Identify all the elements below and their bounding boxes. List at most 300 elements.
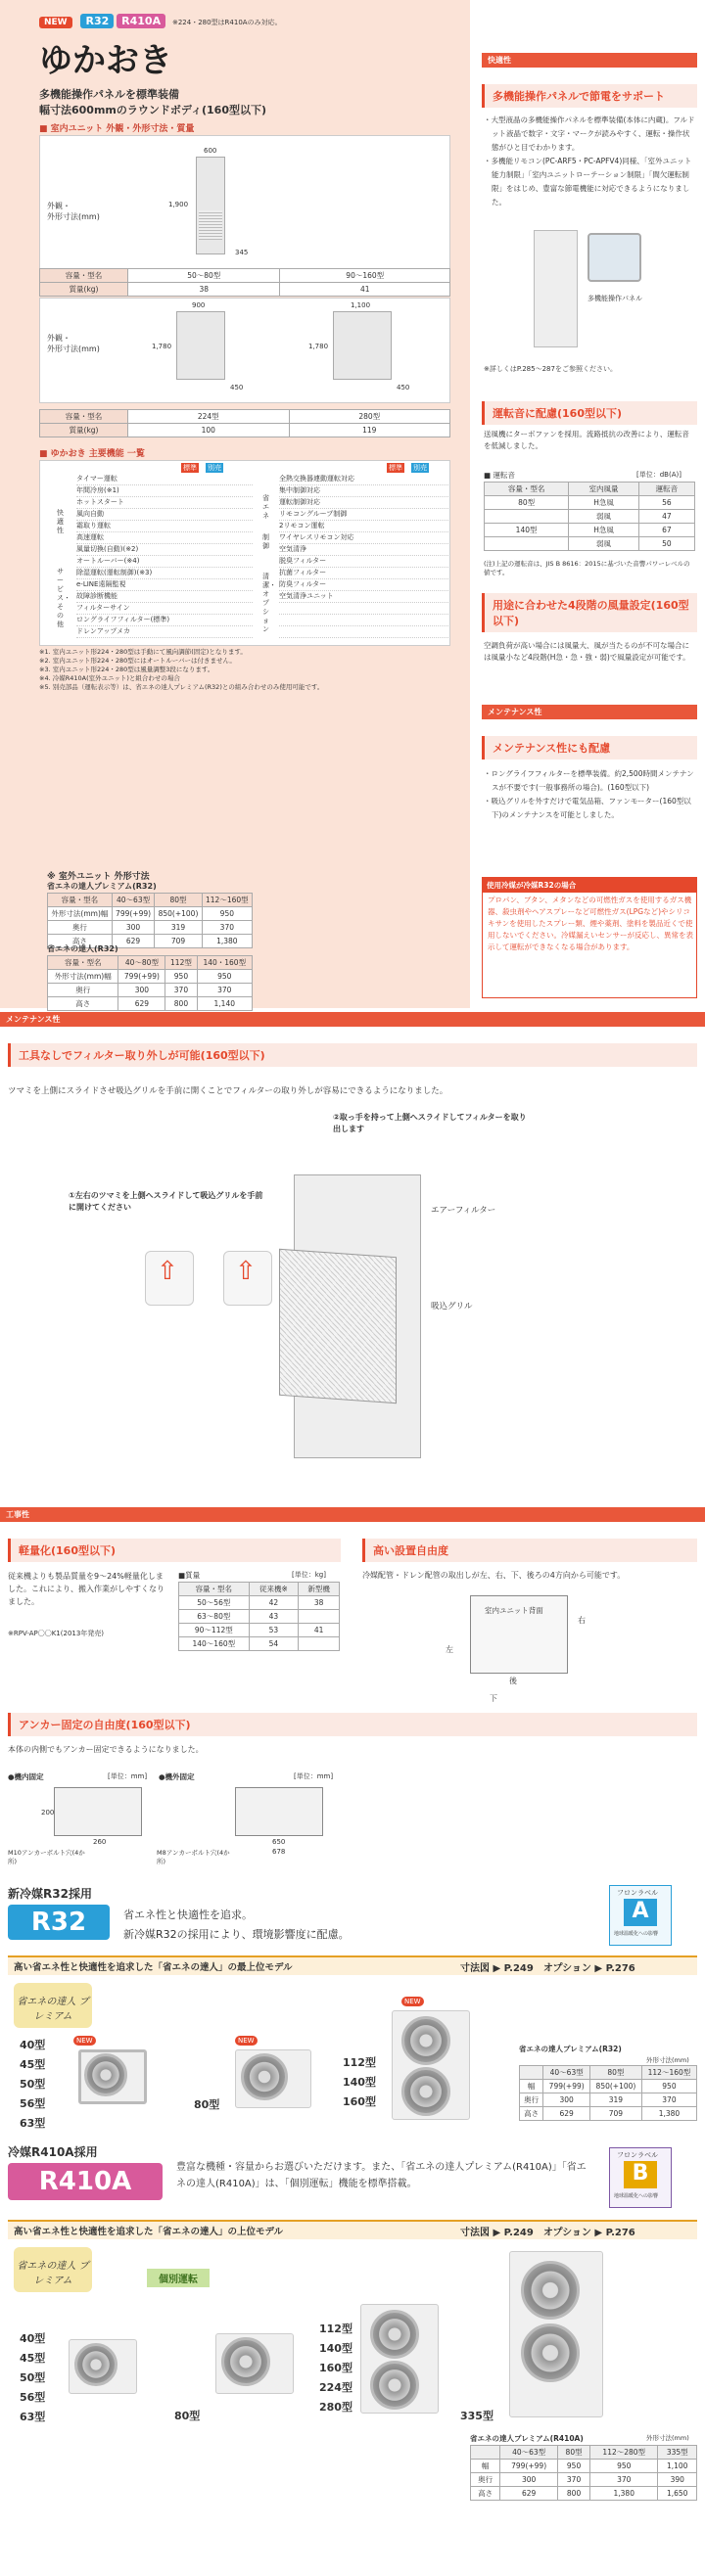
airflow-text: 空調負荷が高い場合には風量大、風が当たるのが不可な場合には風量小など4段階(H急・急・強・弱)で風量設定が可能です。 xyxy=(484,641,690,662)
cat-comfort: 快適性 xyxy=(57,509,64,534)
fan-icon xyxy=(74,2343,118,2386)
outdoor-table-2 xyxy=(47,955,253,1011)
table-cell: 奥行 xyxy=(471,2473,500,2487)
indoor-section-title: ■ 室内ユニット 外観・外形寸法・質量 xyxy=(39,124,195,134)
table-cell: 370 xyxy=(558,2473,590,2487)
mass-title: ■質量 xyxy=(178,1571,201,1580)
table-cell: 80型 xyxy=(485,496,569,510)
dim-345: 345 xyxy=(235,249,249,256)
table-header: 40〜63型 xyxy=(543,2066,590,2080)
panel-screen xyxy=(588,233,641,282)
table-cell: 外形寸法(mm)幅 xyxy=(48,907,113,921)
model-label: 56型 xyxy=(20,2097,46,2110)
arrow-up-icon: ⇧ xyxy=(157,1257,178,1286)
dim-1100: 1,100 xyxy=(351,301,371,309)
table-row xyxy=(48,997,253,1011)
note-line: ※4. 冷媒R410A(室外ユニット)と組合わせの場合 xyxy=(39,674,180,682)
table-cell: 300 xyxy=(118,984,165,997)
panel-caption: 多機能操作パネル xyxy=(588,295,642,302)
r32-text2: 新冷媒R32の採用により、環境影響度に配慮。 xyxy=(123,1928,350,1941)
h-airflow: 用途に合わせた4段階の風量設定(160型以下) xyxy=(482,593,697,632)
light-note: ※RPV-AP〇〇K1(2013年発売) xyxy=(8,1630,105,1637)
table-cell: 370 xyxy=(590,2473,658,2487)
note-line: ※2. 室内ユニット形224・280型にはオートルーバーは付きません。 xyxy=(39,657,236,665)
r32-dim-ref: 寸法図 ▶ P.249 オプション ▶ P.276 xyxy=(460,1963,635,1974)
table-row xyxy=(485,524,695,537)
table-cell: 弱風 xyxy=(569,510,639,524)
r410-m80: 80型 xyxy=(174,2410,201,2422)
function-row: 集中制御対応 xyxy=(279,485,450,497)
functions-col-opt-2: 別売 xyxy=(413,464,427,472)
model-label: 45型 xyxy=(20,2058,46,2071)
table-row xyxy=(179,1624,340,1637)
table-cell: 1,380 xyxy=(641,2107,696,2121)
table-cell: 1,380 xyxy=(590,2487,658,2501)
function-row: 高速運転 xyxy=(76,532,253,544)
r410-models-mid xyxy=(319,2320,352,2417)
function-row: オートルーバー(※4) xyxy=(76,556,253,568)
dir-label: 室内ユニット背面 xyxy=(485,1606,543,1615)
anchor-inner: ●機内固定 xyxy=(8,1772,44,1781)
label-grill: 吸込グリル xyxy=(431,1302,473,1311)
table-cell: 950 xyxy=(641,2080,696,2093)
model-label: 63型 xyxy=(20,2411,46,2423)
table-cell: 629 xyxy=(543,2107,590,2121)
h-noise: 運転音に配慮(160型以下) xyxy=(482,401,697,425)
r32-title: 新冷媒R32採用 xyxy=(8,1887,92,1901)
table-row xyxy=(48,921,253,935)
anchor-text: 本体の内側でもアンカー固定できるようになりました。 xyxy=(8,1745,204,1754)
r410-tbl-title: 省エネの達人プレミアム(R410A) xyxy=(470,2434,584,2443)
table-header: 容量・型名 xyxy=(179,1583,250,1596)
indoor-label: 外観・ 外形寸法(mm) xyxy=(47,202,100,221)
r410-logo: R410A xyxy=(8,2163,163,2200)
r32-badge: R32 xyxy=(80,14,114,28)
h-maint: メンテナンス性にも配慮 xyxy=(482,736,697,759)
table-cell: 390 xyxy=(658,2473,697,2487)
table-cell: 800 xyxy=(165,997,197,1011)
dim: 200 xyxy=(41,1809,55,1817)
cell: 質量(kg) xyxy=(40,424,128,437)
panel-bullets xyxy=(484,114,695,209)
table-cell: 1,380 xyxy=(202,935,252,948)
dim-600: 600 xyxy=(204,147,217,155)
table-cell: 弱風 xyxy=(569,537,639,551)
cell: 119 xyxy=(289,424,450,437)
table-cell: 629 xyxy=(118,997,165,1011)
outdoor-sub2: 省エネの達人(R32) xyxy=(47,944,118,953)
function-row: 抗菌フィルター xyxy=(279,568,450,579)
h-anchor: アンカー固定の自由度(160型以下) xyxy=(8,1713,697,1736)
indoor-unit-280 xyxy=(333,311,392,380)
cell: 280型 xyxy=(289,410,450,424)
fan-icon xyxy=(401,2067,450,2116)
table-cell: 950 xyxy=(590,2460,658,2473)
fan-icon xyxy=(401,2016,450,2065)
table-cell xyxy=(485,510,569,524)
cat-save: 清潔・オプション xyxy=(262,573,276,633)
table-cell: 奥行 xyxy=(48,984,118,997)
function-row: 風量切換(自動)(※2) xyxy=(76,544,253,556)
r410-flon-label: フロンラベル xyxy=(617,2151,658,2159)
noise-text: 送風機にターボファンを採用。流路抵抗の改善により、運転音を低減しました。 xyxy=(484,430,689,450)
bolt-note-1: M10アンカーボルト穴(4か所) xyxy=(8,1849,85,1865)
r410-models xyxy=(20,2329,45,2427)
table-cell: 56 xyxy=(638,496,694,510)
table-cell: 709 xyxy=(155,935,202,948)
function-row: ホットスタート xyxy=(76,497,253,509)
function-row: 運転制御対応 xyxy=(279,497,450,509)
h-light: 軽量化(160型以下) xyxy=(8,1539,341,1562)
cell: 90〜160型 xyxy=(280,269,450,283)
r32-new-1: NEW xyxy=(73,2036,96,2046)
callout-2: ②取っ手を持って上側へスライドしてフィルターを取り出します xyxy=(333,1113,527,1133)
dim: 260 xyxy=(93,1838,107,1846)
fan-icon xyxy=(370,2361,419,2410)
table-cell: H急風 xyxy=(569,524,639,537)
indoor-label-2: 外観・ 外形寸法(mm) xyxy=(47,334,100,353)
indoor-unit-grill xyxy=(199,210,222,240)
note-line: ※5. 別売部品（運転表示等）は、省エネの達人プレミアム(R32)との組み合わせのみ使用可能です。 xyxy=(39,683,324,691)
r32-text1: 省エネ性と快適性を追求。 xyxy=(123,1909,253,1921)
table-cell: 幅 xyxy=(471,2460,500,2473)
panel-note: ※詳しくはP.285〜287をご参照ください。 xyxy=(484,365,617,373)
table-cell xyxy=(299,1610,340,1624)
model-label: 50型 xyxy=(20,2078,46,2091)
table-cell: 50 xyxy=(638,537,694,551)
function-row: 霜取り運転 xyxy=(76,521,253,532)
table-cell: 67 xyxy=(638,524,694,537)
r410-indiv: 個別運転 xyxy=(147,2269,210,2287)
filter-grill xyxy=(279,1249,397,1403)
model-label: 140型 xyxy=(319,2342,352,2355)
table-cell: 370 xyxy=(202,921,252,935)
r410-flon-note: 地球温暖化への影響 xyxy=(614,2193,659,2199)
function-row: ロングライフフィルター(標準) xyxy=(76,615,253,626)
table-cell: 43 xyxy=(249,1610,299,1624)
table-row xyxy=(179,1637,340,1651)
function-row: 風向自動 xyxy=(76,509,253,521)
table-header: 112〜280型 xyxy=(590,2446,658,2460)
table-cell: 高さ xyxy=(48,997,118,1011)
cell: 41 xyxy=(280,283,450,297)
functions-col-std-2: 標準 xyxy=(389,464,402,472)
cat-service: サービス・その他 xyxy=(57,568,70,628)
model-label: 45型 xyxy=(20,2352,46,2365)
header xyxy=(39,14,460,28)
table-cell: 140型 xyxy=(485,524,569,537)
fan-icon xyxy=(221,2337,270,2386)
table-row xyxy=(485,510,695,524)
r32-tbl-title: 省エネの達人プレミアム(R32) xyxy=(519,2045,622,2053)
mass-unit: [単位：kg] xyxy=(292,1571,326,1579)
function-row: 脱臭フィルター xyxy=(279,556,450,568)
r32-bar-text: 高い省エネ性と快適性を追求した「省エネの達人」の最上位モデル xyxy=(14,1962,293,1973)
dim: 650 xyxy=(272,1838,286,1846)
r410-bar-text: 高い省エネ性と快適性を追求した「省エネの達人」の上位モデル xyxy=(14,2227,284,2237)
model-label: 50型 xyxy=(20,2371,46,2384)
table-cell: 41 xyxy=(299,1624,340,1637)
filter-text: ツマミを上側にスライドさせ吸込グリルを手前に開くことでフィルターの取り外しが容易にできるようになりました。 xyxy=(8,1086,448,1096)
table-cell: 38 xyxy=(299,1596,340,1610)
table-cell: 319 xyxy=(589,2093,641,2107)
function-row xyxy=(279,626,450,638)
table-header xyxy=(520,2066,543,2080)
table-cell xyxy=(299,1637,340,1651)
table-cell: 42 xyxy=(249,1596,299,1610)
table-cell: 1,650 xyxy=(658,2487,697,2501)
table-row xyxy=(485,496,695,510)
cat-energy: 省エネ xyxy=(262,494,269,520)
outdoor-section-title: ※ 室外ユニット 外形寸法 xyxy=(47,872,150,882)
table-cell: 850(+100) xyxy=(155,907,202,921)
table-cell: 370 xyxy=(165,984,197,997)
mass-table xyxy=(178,1582,340,1651)
table-row xyxy=(471,2473,697,2487)
indoor-unit-small xyxy=(196,157,225,254)
function-row: 年間冷房(※1) xyxy=(76,485,253,497)
function-row: 除湿運転(運転制御)(※3) xyxy=(76,568,253,579)
function-row: 空気清浄 xyxy=(279,544,450,556)
h-panel: 多機能操作パネルで節電をサポート xyxy=(482,84,697,108)
anchor-unit-1: [単位：mm] xyxy=(108,1772,148,1780)
dir-right: 右 xyxy=(578,1616,586,1625)
table-cell: 53 xyxy=(249,1624,299,1637)
table-header: 335型 xyxy=(658,2446,697,2460)
noise-unit: [単位：dB(A)] xyxy=(636,471,682,479)
anchor-drawing-2 xyxy=(235,1787,323,1836)
table-cell: 370 xyxy=(197,984,252,997)
table-cell: 90〜112型 xyxy=(179,1624,250,1637)
function-row: タイマー運転 xyxy=(76,474,253,485)
table-header: 80型 xyxy=(155,894,202,907)
bullet-item: ・ 多機能リモコン(PC-ARF5・PC-APFV4)同様、「室外ユニット能力制限」「室内ユニットローテーション制限」「間欠運転制限」をはじめ、豊富な節電機能に対応できるようになりました。 xyxy=(492,155,695,209)
r32-new-2: NEW xyxy=(235,2036,258,2046)
table-cell: 63〜80型 xyxy=(179,1610,250,1624)
table-cell: 950 xyxy=(197,970,252,984)
table-cell: 300 xyxy=(543,2093,590,2107)
maint-bullets xyxy=(484,767,695,822)
noise-table xyxy=(484,482,695,551)
function-row: 2リモコン運転 xyxy=(279,521,450,532)
function-row xyxy=(279,603,450,615)
cell: 容量・型名 xyxy=(40,410,128,424)
table-cell: 高さ xyxy=(471,2487,500,2501)
header-sub2: 幅寸法600mmのラウンドボディ(160型以下) xyxy=(39,104,267,116)
r410-text: 豊富な機種・容量からお選びいただけます。また、「省エネの達人プレミアム(R410A)」「省エネの達人(R410A)」は、「個別運転」機能を標準搭載。 xyxy=(176,2162,587,2189)
model-label: 112型 xyxy=(319,2323,352,2335)
cell: 100 xyxy=(128,424,290,437)
warning-text: プロパン、ブタン、メタンなどの可燃性ガスを使用するガス機器、殺虫剤やヘアスプレーなど可燃性ガス(LPGなど)やシリコキサンを使用したスプレー類、煙や薬剤、塗料を製品近くで使用しないでください。冷媒漏えいセンサーが反応し、異常を表示して運転ができなくなる場合があります。 xyxy=(488,896,693,951)
r410a-badge: R410A xyxy=(117,14,165,28)
cell: 224型 xyxy=(128,410,290,424)
page-title: ゆかおき xyxy=(39,41,172,80)
callout-1: ①左右のツマミを上側へスライドして吸込グリルを手前に開けてください xyxy=(69,1191,263,1212)
table-cell: 300 xyxy=(500,2473,558,2487)
fan-icon xyxy=(370,2310,419,2359)
table-cell: 950 xyxy=(558,2460,590,2473)
function-row: 防臭フィルター xyxy=(279,579,450,591)
function-row: リモコングループ制御 xyxy=(279,509,450,521)
note-line: ※3. 室内ユニット形224・280型は風量調整3段になります。 xyxy=(39,666,214,673)
fan-icon xyxy=(521,2261,580,2320)
header-sub1: 多機能操作パネルを標準装備 xyxy=(39,88,179,101)
r410-title: 冷媒R410A採用 xyxy=(8,2145,98,2159)
table-cell: 140〜160型 xyxy=(179,1637,250,1651)
r32-models xyxy=(20,2036,59,2134)
table-header: 112型 xyxy=(165,956,197,970)
r32-flon-label: フロンラベル xyxy=(617,1889,658,1897)
noise-note: (注)上記の運転音は、JIS B 8616：2015に基づいた音響パワーレベルの値です。 xyxy=(484,560,690,576)
table-row xyxy=(485,537,695,551)
r32-m80: 80型 xyxy=(194,2098,220,2111)
indoor-unit-224 xyxy=(176,311,225,380)
table-header: 80型 xyxy=(589,2066,641,2080)
table-cell: 799(+99) xyxy=(118,970,165,984)
dim-1900: 1,900 xyxy=(168,201,189,208)
table-cell: 50〜56型 xyxy=(179,1596,250,1610)
function-row: フィルターサイン xyxy=(76,603,253,615)
bullet-item: ・ 大型液晶の多機能操作パネルを標準装備(本体に内蔵)。フルドット液晶で数字・文字・マークが読みやすく、運転・操作状態がひと目でわかります。 xyxy=(492,114,695,155)
dim-900: 900 xyxy=(192,301,206,309)
model-label: 40型 xyxy=(20,2332,46,2345)
dir-left: 左 xyxy=(446,1645,453,1654)
r410-dim-ref: 寸法図 ▶ P.249 オプション ▶ P.276 xyxy=(460,2228,635,2238)
model-label: 40型 xyxy=(20,2039,46,2051)
table-cell: 370 xyxy=(641,2093,696,2107)
table-header: 40〜80型 xyxy=(118,956,165,970)
functions-section-title: ■ ゆかおき 主要機能 一覧 xyxy=(39,449,145,459)
table-row xyxy=(48,907,253,921)
table-cell: 799(+99) xyxy=(500,2460,558,2473)
functions-notes xyxy=(39,648,450,692)
table-row xyxy=(179,1610,340,1624)
table-cell: 950 xyxy=(202,907,252,921)
table-cell: 950 xyxy=(165,970,197,984)
table-cell: 幅 xyxy=(520,2080,543,2093)
model-label: 140型 xyxy=(343,2076,376,2089)
cell: 容量・型名 xyxy=(40,269,128,283)
table-cell: 1,140 xyxy=(197,997,252,1011)
panel-image xyxy=(534,230,578,347)
indoor-table-1 xyxy=(39,268,450,297)
cell: 質量(kg) xyxy=(40,283,128,297)
r410-tbl-unit: 外形寸法(mm) xyxy=(646,2434,689,2442)
cell: 38 xyxy=(128,283,280,297)
table-cell: 629 xyxy=(112,935,155,948)
table-cell: 300 xyxy=(112,921,155,935)
functions-col-opt: 別売 xyxy=(208,464,221,472)
function-row: 故障診断機能 xyxy=(76,591,253,603)
tag-comfort: 快適性 xyxy=(482,53,697,68)
bolt-note-2: M8アンカーボルト穴(4か所) xyxy=(157,1849,230,1865)
table-cell: 799(+99) xyxy=(543,2080,590,2093)
table-row xyxy=(471,2487,697,2501)
dim-450b: 450 xyxy=(397,384,410,391)
outdoor-table-1 xyxy=(47,893,253,948)
h-filter: 工具なしでフィルター取り外しが可能(160型以下) xyxy=(8,1043,697,1067)
arrow-up-icon: ⇧ xyxy=(235,1257,257,1286)
table-cell xyxy=(485,537,569,551)
model-label: 56型 xyxy=(20,2391,46,2404)
table-header: 140・160型 xyxy=(197,956,252,970)
header-note: ※224・280型はR410Aのみ対応。 xyxy=(171,19,282,26)
table-header: 40〜63型 xyxy=(500,2446,558,2460)
table-cell: 629 xyxy=(500,2487,558,2501)
model-label: 160型 xyxy=(319,2362,352,2374)
function-row: 空気清浄ユニット xyxy=(279,591,450,603)
cell: 50〜80型 xyxy=(128,269,280,283)
model-label: 224型 xyxy=(319,2381,352,2394)
table-header: 運転音 xyxy=(638,483,694,496)
bullet-item: ・ 吸込グリルを外すだけで電気品箱、ファンモーター(160型以下)のメンテナンスを可能としました。 xyxy=(492,795,695,822)
dim: 678 xyxy=(272,1848,286,1856)
function-row: ドレンアップメカ xyxy=(76,626,253,638)
fan-icon xyxy=(521,2323,580,2382)
model-label: 280型 xyxy=(319,2401,352,2414)
table-row xyxy=(520,2107,697,2121)
table-cell: 319 xyxy=(155,921,202,935)
table-header: 容量・型名 xyxy=(485,483,569,496)
table-header: 新型機 xyxy=(299,1583,340,1596)
outdoor-sub: 省エネの達人プレミアム(R32) xyxy=(47,882,157,891)
r32-flon-grade: A xyxy=(624,1899,657,1926)
function-row: 全熱交換器連動運転対応 xyxy=(279,474,450,485)
anchor-drawing-1 xyxy=(54,1787,142,1836)
r32-tbl-unit: 外形寸法(mm) xyxy=(646,2056,689,2064)
functions-right-list xyxy=(279,474,450,638)
noise-title: ■ 運転音 xyxy=(484,471,515,480)
table-cell: 709 xyxy=(589,2107,641,2121)
table-row xyxy=(179,1596,340,1610)
h-high: 高い設置自由度 xyxy=(362,1539,697,1562)
table-cell: 47 xyxy=(638,510,694,524)
table-header: 室内風量 xyxy=(569,483,639,496)
bullet-item: ・ ロングライフフィルターを標準装備。約2,500時間メンテナンスが不要です(一般事務所の場合)。(160型以下) xyxy=(492,767,695,795)
table-cell: 高さ xyxy=(48,935,113,948)
r32-table xyxy=(519,2065,697,2121)
anchor-outer: ●機外固定 xyxy=(159,1772,195,1781)
table-cell: 奥行 xyxy=(48,921,113,935)
table-cell: 799(+99) xyxy=(112,907,155,921)
functions-left-list xyxy=(76,474,253,638)
model-label: 63型 xyxy=(20,2117,46,2130)
dim-450: 450 xyxy=(230,384,244,391)
r410-flon-grade: B xyxy=(624,2161,657,2188)
functions-col-std: 標準 xyxy=(183,464,197,472)
anchor-unit-2: [単位：mm] xyxy=(294,1772,334,1780)
table-row xyxy=(471,2460,697,2473)
tag-construct: 工事性 xyxy=(0,1507,705,1522)
r410-table xyxy=(470,2445,697,2501)
table-cell: H急風 xyxy=(569,496,639,510)
model-label: 160型 xyxy=(343,2095,376,2108)
dir-down: 下 xyxy=(490,1694,497,1703)
note-line: ※1. 室内ユニット形224・280型は手動にて風向調節(固定)となります。 xyxy=(39,648,247,656)
tag-maint: メンテナンス性 xyxy=(482,705,697,719)
table-cell: 外形寸法(mm)幅 xyxy=(48,970,118,984)
model-label: 112型 xyxy=(343,2056,376,2069)
function-row: e-LINE遠隔監視 xyxy=(76,579,253,591)
new-badge: NEW xyxy=(39,17,72,28)
table-header: 80型 xyxy=(558,2446,590,2460)
r32-new-3: NEW xyxy=(401,1997,424,2006)
table-row xyxy=(48,984,253,997)
table-cell: 1,100 xyxy=(658,2460,697,2473)
r32-logo: R32 xyxy=(8,1905,110,1940)
table-cell: 奥行 xyxy=(520,2093,543,2107)
label-filter: エアーフィルター xyxy=(431,1206,496,1216)
